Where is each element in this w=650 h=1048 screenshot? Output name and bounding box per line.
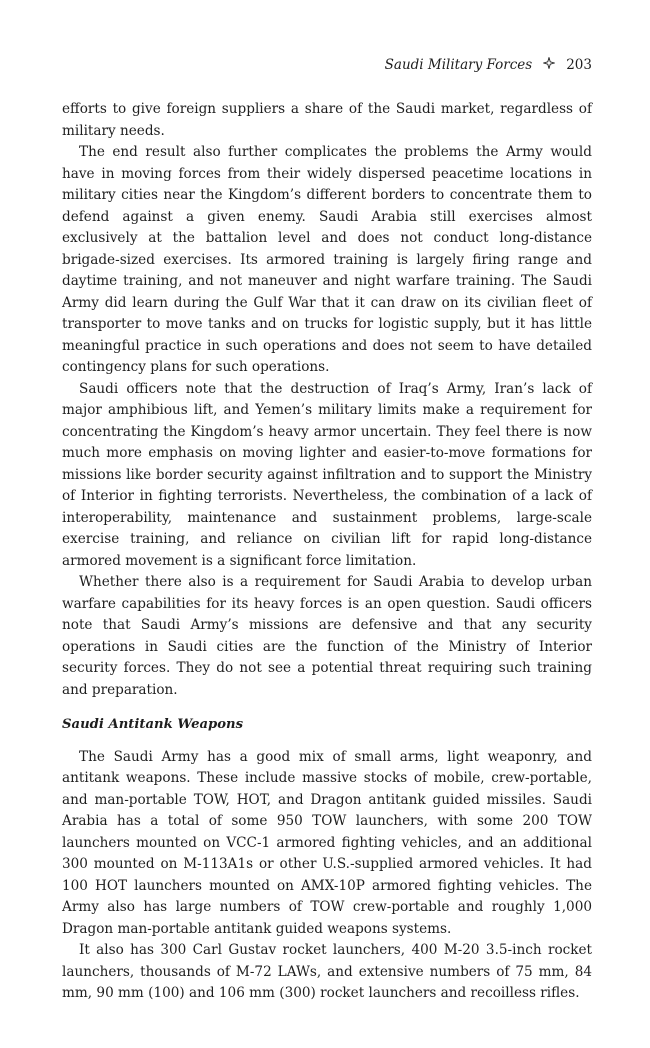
paragraph-antitank-mix: The Saudi Army has a good mix of small arms, light weaponry, and antitank weapons. These include massive stocks of mobile, crew-portable, and man-portable TOW, HOT, and Dragon antitank guided missiles. Saudi Arabia has a total of some 950 TOW launchers, with some 200 TOW launchers mounted on VCC-1 armored fighting vehicles, and an additional 300 mounted on M-113A1s or other U.S.-supplied armored vehicles. It had 100 HOT launchers mounted on AMX-10P armored fighting vehicles. The Army also has large numbers of TOW crew-portable and roughly 1,000 Dragon man-portable antitank guided weapons systems. [62,748,592,937]
paragraph-army-mobility: The end result also further complicates the problems the Army would have in moving forces from their widely dispersed peacetime locations in military cities near the Kingdom’s different borders to concentrate them to defend against a given enemy. Saudi Arabia still exercises almost exclusively at the battalion level and does not conduct long-distance brigade-sized exercises. Its armored training is largely firing range and daytime training, and not maneuver and night warfare training. The Saudi Army did learn during the Gulf War that it can draw on its civilian fleet of transporter to move tanks and on trucks for logistic supply, but it has little meaningful practice in such operations and does not seem to have detailed contingency plans for such operations. [62,144,592,375]
paragraph-urban-warfare: Whether there also is a requirement for Saudi Arabia to develop urban warfare capabilities for its heavy forces is an open question. Saudi officers note that Saudi Army’s missions are defensive and that any security operations in Saudi cities are the function of the Ministry of Interior security forces. They do not see a potential threat requiring such training and preparation. [62,574,592,698]
paragraph-rocket-launchers: It also has 300 Carl Gustav rocket launchers, 400 M-20 3.5-inch rocket launchers, thousands of M-72 LAWs, and extensive numbers of 75 mm, 84 mm, 90 mm (100) and 106 mm (300) rocket launchers and recoilless rifles. [62,942,592,1001]
page-number: 203 [566,57,592,73]
running-head [385,57,592,73]
paragraph-heavy-armor: Saudi officers note that the destruction of Iraq’s Army, Iran’s lack of major amphibious lift, and Yemen’s military limits make a requirement for concentrating the Kingdom’s heavy armor uncertain. They feel there is now much more emphasis on moving lighter and easier-to-move formations for missions like border security against infiltration and to support the Ministry of Interior in fighting terrorists. Nevertheless, the combination of a lack of interoperability, maintenance and sustainment problems, large-scale exercise training, and reliance on civilian lift for rapid long-distance armored movement is a significant force limitation. [62,380,592,569]
paragraph-continued: efforts to give foreign suppliers a share of the Saudi market, regardless of military needs. [62,101,592,139]
running-head-title: Saudi Military Forces [384,57,533,73]
four-point-star-icon [543,57,555,69]
body-text [62,99,592,1005]
section-heading: Saudi Antitank Weapons [62,717,244,732]
